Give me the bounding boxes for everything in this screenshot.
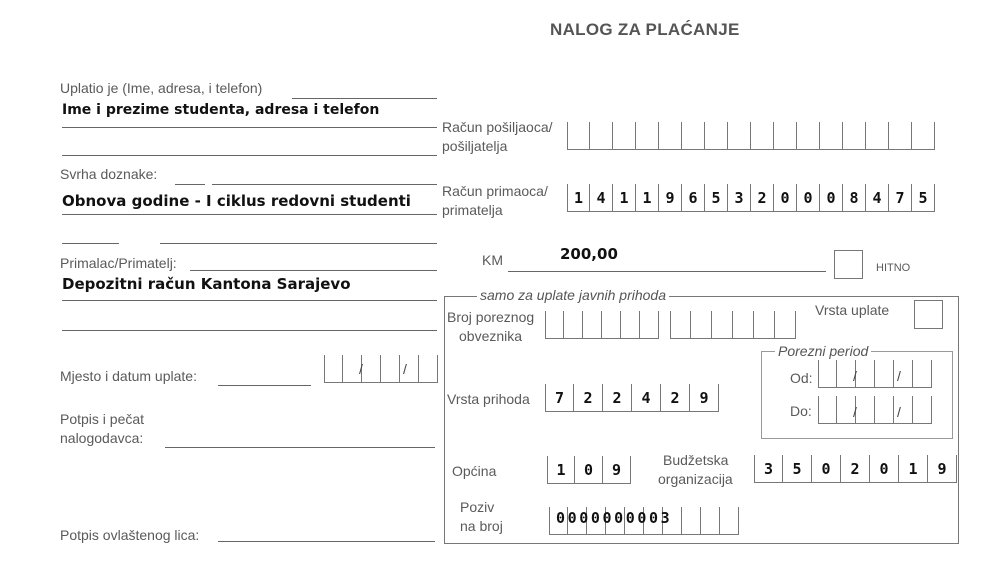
account-cell[interactable] [659,122,682,150]
vrsta-prihoda-boxes[interactable] [545,384,719,412]
racun-primaoca-boxes[interactable] [567,184,935,212]
primalac-label: Primalac/Primatelj: [60,255,177,271]
potpis-nalogodavca-label-1: Potpis i pečat [60,411,145,427]
vrsta-uplate-box[interactable] [914,300,943,329]
date-cell[interactable] [818,360,837,388]
account-digit-cell[interactable]: 8 [843,184,866,212]
svrha-line-a [175,184,205,185]
mjesto-line[interactable] [218,385,311,386]
revenue-digit-cell[interactable]: 4 [632,384,661,412]
mjesto-label: Mjesto i datum uplate: [60,368,197,384]
svrha-value[interactable]: Obnova godine - I ciklus redovni studenti [62,192,411,210]
account-digit-cell[interactable]: 0 [797,184,820,212]
budget-digit-cell[interactable]: 1 [899,455,928,483]
tax-cell[interactable] [545,311,564,339]
od-label: Od: [790,370,813,386]
tax-cell[interactable] [775,311,796,339]
porezni-broj-label-2: obveznika [459,328,523,344]
porezni-period-legend: Porezni period [775,343,871,359]
account-digit-cell[interactable]: 5 [705,184,728,212]
od-date-boxes[interactable] [818,360,932,388]
hitno-label: HITNO [876,262,911,274]
date-cell[interactable] [818,396,837,424]
form-title: NALOG ZA PLAĆANJE [550,20,740,39]
km-value[interactable]: 200,00 [560,245,618,263]
account-cell[interactable] [774,122,797,150]
date-cell[interactable] [856,360,875,388]
municipality-digit-cell[interactable]: 9 [603,456,631,484]
account-digit-cell[interactable]: 9 [659,184,682,212]
racun-posiljaoca-boxes[interactable] [567,122,935,150]
poziv-label-2: na broj [460,518,503,534]
racun-posiljaoca-label-2: pošiljatelja [442,138,508,154]
uplatio-line-3 [62,155,437,156]
tax-cell[interactable] [691,311,712,339]
date-cell[interactable] [362,355,381,383]
budzetska-label-2: organizacija [658,471,733,487]
account-cell[interactable] [613,122,636,150]
account-cell[interactable] [797,122,820,150]
tax-cell[interactable] [712,311,733,339]
javni-prihodi-legend: samo za uplate javnih prihoda [477,287,669,303]
account-digit-cell[interactable]: 3 [728,184,751,212]
tax-cell[interactable] [621,311,640,339]
date-cell[interactable] [875,396,894,424]
tax-cell[interactable] [564,311,583,339]
account-digit-cell[interactable]: 0 [774,184,797,212]
date-boxes[interactable] [324,355,438,383]
account-digit-cell[interactable]: 1 [613,184,636,212]
ref-cell[interactable] [701,507,720,535]
racun-primaoca-label-2: primatelja [442,202,503,218]
svrha-label: Svrha doznake: [60,166,158,182]
account-cell[interactable] [866,122,889,150]
vrsta-prihoda-label: Vrsta prihoda [447,391,530,407]
hitno-checkbox[interactable] [834,250,863,279]
tax-cell[interactable] [640,311,659,339]
municipality-digit-cell[interactable]: 1 [547,456,575,484]
racun-primaoca-label-1: Račun primaoca/ [442,183,548,199]
uplatio-line-2 [62,127,437,128]
svrha-line-2 [62,214,437,215]
km-label: KM [482,252,503,268]
budget-digit-cell[interactable]: 9 [928,455,957,483]
uplatio-line [292,98,437,99]
date-slash: / [359,361,363,377]
svrha-line-3b [160,243,437,244]
budget-digit-cell[interactable]: 5 [783,455,812,483]
tax-cell[interactable] [670,311,691,339]
uplatio-label: Uplatio je (Ime, adresa, i telefon) [60,80,263,96]
tax-cell[interactable] [754,311,775,339]
account-digit-cell[interactable]: 7 [889,184,912,212]
revenue-digit-cell[interactable]: 9 [690,384,719,412]
vrsta-uplate-label: Vrsta uplate [815,302,890,318]
tax-cell[interactable] [602,311,621,339]
account-cell[interactable] [820,122,843,150]
account-cell[interactable] [751,122,774,150]
date-cell[interactable] [419,355,438,383]
account-digit-cell[interactable]: 1 [567,184,590,212]
account-cell[interactable] [843,122,866,150]
account-digit-cell[interactable]: 4 [590,184,613,212]
do-label: Do: [790,403,812,419]
account-cell[interactable] [912,122,935,150]
poziv-value: 0000000003 [556,509,673,527]
date-cell[interactable] [856,396,875,424]
do-date-boxes[interactable] [818,396,932,424]
tax-cell[interactable] [583,311,602,339]
primalac-value[interactable]: Depozitni račun Kantona Sarajevo [62,275,351,293]
account-digit-cell[interactable]: 0 [820,184,843,212]
date-cell[interactable] [913,360,932,388]
account-cell[interactable] [705,122,728,150]
ref-cell[interactable] [720,507,739,535]
date-slash: / [403,361,407,377]
date-slash: / [853,404,857,420]
account-cell[interactable] [889,122,912,150]
primalac-line [190,270,437,271]
municipality-digit-cell[interactable]: 0 [575,456,603,484]
ref-cell[interactable] [682,507,701,535]
budget-digit-cell[interactable]: 0 [870,455,899,483]
account-digit-cell[interactable]: 1 [636,184,659,212]
svrha-line-b [212,184,437,185]
account-cell[interactable] [728,122,751,150]
primalac-line-2 [62,300,437,301]
date-cell[interactable] [913,396,932,424]
potpis-nalogodavca-line[interactable] [165,447,435,448]
date-slash: / [853,368,857,384]
potpis-ovlastenog-line[interactable] [218,541,435,542]
account-digit-cell[interactable]: 5 [912,184,935,212]
account-cell[interactable] [682,122,705,150]
budget-digit-cell[interactable]: 3 [754,455,783,483]
budzetska-label-1: Budžetska [663,452,729,468]
account-cell[interactable] [590,122,613,150]
account-cell[interactable] [567,122,590,150]
budget-digit-cell[interactable]: 2 [841,455,870,483]
revenue-digit-cell[interactable]: 7 [545,384,574,412]
racun-posiljaoca-label-1: Račun pošiljaoca/ [442,119,553,135]
uplatio-value[interactable]: Ime i prezime studenta, adresa i telefon [62,102,380,118]
porezni-broj-boxes[interactable] [545,311,659,339]
opcina-boxes[interactable] [547,456,631,484]
account-digit-cell[interactable]: 4 [866,184,889,212]
account-digit-cell[interactable]: 2 [751,184,774,212]
budzetska-boxes[interactable] [754,455,957,483]
potpis-ovlastenog-label: Potpis ovlaštenog lica: [60,527,200,543]
date-cell[interactable] [875,360,894,388]
revenue-digit-cell[interactable]: 2 [574,384,603,412]
account-digit-cell[interactable]: 6 [682,184,705,212]
km-line [508,271,826,272]
date-cell[interactable] [381,355,400,383]
budget-digit-cell[interactable]: 0 [812,455,841,483]
porezni-broj-label-1: Broj poreznog [447,309,535,325]
primalac-line-3 [62,330,437,331]
date-slash: / [897,368,901,384]
tax-cell[interactable] [733,311,754,339]
potpis-nalogodavca-label-2: nalogodavca: [60,430,144,446]
poziv-label-1: Poziv [460,499,495,515]
opcina-label: Općina [452,463,497,479]
svrha-line-3a [62,243,119,244]
revenue-digit-cell[interactable]: 2 [661,384,690,412]
date-cell[interactable] [324,355,343,383]
account-cell[interactable] [636,122,659,150]
revenue-digit-cell[interactable]: 2 [603,384,632,412]
porezni-broj-boxes-2[interactable] [670,311,796,339]
date-slash: / [897,404,901,420]
